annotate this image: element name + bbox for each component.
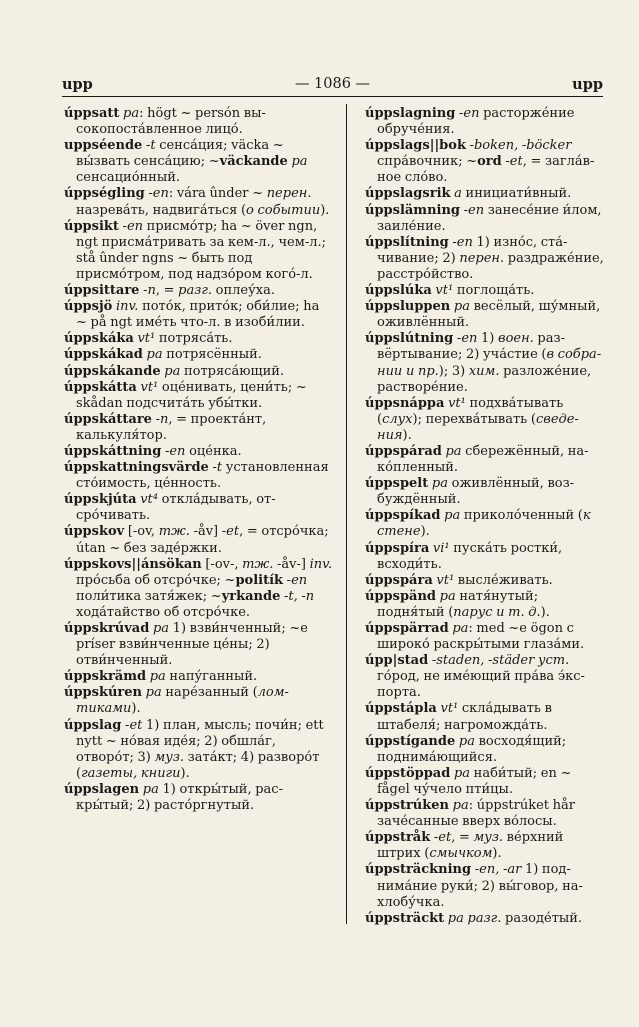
dictionary-entry <box>365 186 605 202</box>
entry-text: : vára ûnder ~ <box>168 186 267 202</box>
entry-label: слух <box>382 411 413 427</box>
dictionary-entry <box>365 701 605 733</box>
entry-label: воен. <box>498 331 534 347</box>
entry-label: vt¹ <box>440 701 459 717</box>
entry-label: -en <box>452 234 473 250</box>
entry-text: : úppstrúket hår заче́санные вверх во́лосы. <box>377 798 575 830</box>
entry-text: ); 3) <box>438 363 469 379</box>
entry-text: сенсацио́нный. <box>76 170 180 186</box>
page-header <box>62 76 603 97</box>
entry-label: -staden, -städer <box>431 653 535 669</box>
entry-headword: úppstöppad <box>365 765 451 781</box>
entry-label: парус и т. д. <box>453 604 541 620</box>
dictionary-entry <box>365 589 605 621</box>
entry-label: -t, -n <box>284 588 315 604</box>
dictionary-entry <box>64 782 333 814</box>
entry-text: разоде́тый. <box>501 910 583 926</box>
entry-headword: úppsnáppa <box>365 395 445 411</box>
entry-headword: uppséende <box>64 138 143 154</box>
entry-headword: úppspärrad <box>365 621 449 636</box>
entry-headword: úppsluppen <box>365 299 451 315</box>
dictionary-entry <box>64 557 333 621</box>
entry-headword: úppslítning <box>365 234 449 250</box>
entry-headword: úppskáttare <box>64 411 152 427</box>
entry-label: pa <box>458 733 475 749</box>
dictionary-entry <box>64 460 333 492</box>
entry-label: -en <box>122 218 144 234</box>
page-number: — 1086 — <box>294 76 371 92</box>
entry-headword: úppslagsrik <box>365 186 451 202</box>
entry-headword: úppslagning <box>365 106 456 121</box>
entry-label: -et <box>505 154 523 170</box>
dictionary-entry <box>365 106 605 138</box>
entry-headword: úppslags||bok <box>365 138 466 154</box>
dictionary-entry <box>64 138 333 186</box>
entry-text: скла́дывать в штабеля́; нагроможда́ть. <box>377 701 552 733</box>
entry-subheadword: politík <box>235 572 284 588</box>
entry-label: pa <box>453 765 471 781</box>
entry-label: -et <box>125 717 143 733</box>
entry-label: pa <box>452 621 469 636</box>
dictionary-entry <box>64 718 333 782</box>
entry-label: муз. <box>473 830 504 846</box>
entry-label: vi¹ <box>432 540 450 556</box>
entry-text: поглоща́ть. <box>453 283 535 299</box>
entry-text: ). <box>492 846 502 862</box>
dictionary-entry <box>64 380 333 412</box>
entry-headword: úppskov <box>64 524 125 540</box>
dictionary-entry <box>365 734 605 766</box>
entry-text: сенса́ция; väcka ~ вы́звать сенса́цию; ~ <box>76 138 284 170</box>
entry-text: оживлённый, возбуждённый. <box>377 476 575 508</box>
entry-headword: úppségling <box>64 186 145 202</box>
entry-text: развёртывание; 2) уча́стие ( <box>377 331 565 363</box>
entry-label: сведения <box>377 411 579 443</box>
entry-headword: úppstápla <box>365 701 437 717</box>
entry-text: ). <box>420 524 430 540</box>
entry-text: ). <box>180 765 190 781</box>
entry-label: pa <box>444 508 461 524</box>
entry-text: [-ov, <box>124 524 159 540</box>
entry-label: pa <box>439 588 456 604</box>
entry-label: pa <box>164 363 181 379</box>
dictionary-entry <box>64 412 333 444</box>
dictionary-entry <box>64 685 333 717</box>
entry-headword: úppstígande <box>365 733 456 749</box>
entry-label: vt¹ <box>435 283 454 299</box>
entry-text: 1) изно́с, ста́чивание; 2) <box>377 234 568 266</box>
entry-label: -et <box>433 830 452 846</box>
dictionary-entry <box>365 299 605 331</box>
entry-label: -t <box>212 460 223 476</box>
entry-text: высле́живать. <box>454 572 553 588</box>
entry-text: пото́к, прито́к; оби́лие; ha ~ på ngt име́ть что-л. в изоби́лии. <box>76 299 320 331</box>
entry-text: [-ov-, <box>201 556 243 572</box>
entry-subheadword: ord <box>477 154 502 170</box>
dictionary-entry <box>365 830 605 862</box>
entry-text: 1) <box>477 331 498 347</box>
dictionary-entry <box>64 186 333 218</box>
dictionary-entry <box>365 766 605 798</box>
entry-label: -n <box>155 411 169 427</box>
entry-label: к стене <box>377 508 591 540</box>
entry-headword: úppspíra <box>365 540 430 556</box>
entry-text: ). <box>402 427 412 443</box>
dictionary-entry <box>64 492 333 524</box>
entry-headword: úppskáttning <box>64 443 162 459</box>
entry-subheadword: väckande <box>219 154 288 170</box>
entry-headword: úppslúka <box>365 283 432 299</box>
entry-label: перен. <box>459 250 505 266</box>
entry-text: : högt ~ persón высокопоста́вленное лицо́. <box>76 106 266 138</box>
dictionary-entry <box>365 235 605 283</box>
entry-text: разложе́ние, растворе́ние. <box>377 363 592 395</box>
entry-label: pa <box>453 299 470 315</box>
entry-text: про́сьба об отсро́чке; ~ <box>76 572 236 588</box>
entry-text: потрясённый. <box>162 347 262 363</box>
dictionary-entry <box>365 541 605 573</box>
entry-text: го́род, не име́ющий пра́ва э́кспорта. <box>377 669 585 701</box>
entry-label: газеты, книги <box>81 765 181 781</box>
entry-text: подхва́тывать ( <box>377 395 564 427</box>
entry-label: ломтиками <box>76 685 289 717</box>
entry-headword: úppsikt <box>64 218 119 234</box>
entry-text: оплеу́ха. <box>212 283 275 299</box>
entry-label: хим. <box>468 363 500 379</box>
entry-headword: úppstrúken <box>365 798 449 814</box>
entry-headword: úppspelt <box>365 476 429 492</box>
entry-text: : med ~e ögon с широко́ раскры́тыми глаза́ми. <box>377 621 585 653</box>
entry-headword: úppsjö <box>64 299 113 315</box>
dictionary-entry <box>365 283 605 299</box>
entry-label: pa <box>452 798 469 814</box>
entry-text: инициати́вный. <box>461 186 572 202</box>
entry-label: о событии <box>246 202 321 218</box>
entry-text: , = отсро́чка; útan ~ без заде́ржки. <box>76 524 329 556</box>
entry-text: откла́дывать, отсро́чивать. <box>76 492 276 524</box>
dictionary-entry <box>365 444 605 476</box>
entry-label: pa <box>445 443 462 459</box>
entry-label: a <box>454 186 462 202</box>
dictionary-entry <box>365 911 605 927</box>
entry-label: перен. <box>266 186 312 202</box>
entry-label: vt¹ <box>137 331 156 347</box>
entry-headword: úppsträckt <box>365 910 445 926</box>
entry-headword: úppskattningsvärde <box>64 460 209 476</box>
entry-headword: úppskákande <box>64 363 161 379</box>
entry-label: pa <box>431 476 448 492</box>
entry-text: ). <box>320 202 330 218</box>
entry-label: тж. <box>158 524 190 540</box>
entry-text: раздраже́ние, расстро́йство. <box>377 250 604 282</box>
entry-headword: úppskúren <box>64 685 142 701</box>
right-column <box>365 106 605 927</box>
entry-text: хода́тайство об отсро́чке. <box>76 604 251 620</box>
entry-label: уст. <box>537 653 570 669</box>
entry-text: весёлый, шу́мный, оживлённый. <box>377 299 601 331</box>
dictionary-entry <box>64 444 333 460</box>
entry-label: vt¹ <box>436 572 455 588</box>
entry-label: -t <box>145 138 156 154</box>
entry-text: расторже́ние обруче́ния. <box>377 106 575 138</box>
entry-label: разг. <box>467 910 502 926</box>
entry-text: установленная сто́имость, це́нность. <box>76 460 329 492</box>
entry-label: vt¹ <box>140 379 159 395</box>
dictionary-entry <box>64 331 333 347</box>
entry-text: зата́кт; 4) разворо́т ( <box>76 749 320 781</box>
entry-text: 1) план, мысль; почи́н; ett nytt ~ но́вая иде́я; 2) обшла́г, отворо́т; 3) <box>76 717 324 765</box>
entry-label: pa <box>447 910 464 926</box>
entry-headword: úppspárad <box>365 443 442 459</box>
entry-text: занесе́ние и́лом, заиле́ние. <box>377 202 602 234</box>
entry-text: , = <box>155 283 179 299</box>
dictionary-entry <box>64 669 333 685</box>
entry-headword: úppslag <box>64 717 122 733</box>
header-right-guide-word: upp <box>572 76 603 93</box>
entry-label: -n <box>143 283 156 299</box>
entry-headword: úppskovs||ánsökan <box>64 556 202 572</box>
dictionary-entry <box>64 299 333 331</box>
entry-label: -en <box>148 186 169 202</box>
dictionary-entry <box>64 283 333 299</box>
dictionary-entry <box>365 508 605 540</box>
entry-label: -en <box>456 331 478 347</box>
entry-label: pa <box>149 669 166 685</box>
entry-headword: úppskrämd <box>64 669 147 685</box>
entry-text: присмо́тр; ha ~ över ngn, ngt присма́тривать за кем-л., чем-л.; stå ûnder ngns ~ быть под присмо́тром, под надзо́ром кого́-л. <box>76 218 327 282</box>
entry-label: -en, -ar <box>474 862 522 878</box>
entry-headword: úppskátta <box>64 379 137 395</box>
entry-headword: úppspänd <box>365 588 437 604</box>
entry-label: -et <box>221 524 240 540</box>
entry-label: pa <box>145 685 162 701</box>
dictionary-entry <box>64 106 333 138</box>
entry-text: 1) поднима́ние руки́; 2) вы́говор, нахлобу́чка. <box>377 862 583 910</box>
entry-headword: úppsatt <box>64 106 120 121</box>
entry-text: ве́рхний штрих ( <box>377 830 564 862</box>
entry-label: муз. <box>154 749 185 765</box>
entry-label: -en <box>164 443 186 459</box>
entry-subheadword: yrkande <box>221 588 281 604</box>
left-column <box>64 106 333 814</box>
entry-label: -en <box>463 202 485 218</box>
entry-headword: úppskáka <box>64 331 134 347</box>
dictionary-entry <box>365 331 605 395</box>
entry-label: vt⁴ <box>140 492 158 508</box>
entry-text: сбережённый, нако́пленный. <box>377 443 589 476</box>
dictionary-entry <box>365 396 605 444</box>
dictionary-entry <box>365 653 605 701</box>
entry-headword: úppspíkad <box>365 508 441 524</box>
entry-text: наре́занный ( <box>161 685 258 701</box>
dictionary-entry <box>64 524 333 556</box>
entry-text: оце́нка. <box>185 443 242 459</box>
column-divider <box>346 104 347 924</box>
entry-label: -en <box>458 106 480 121</box>
entry-text: приколо́ченный ( <box>460 508 583 524</box>
entry-text: -åv-] <box>273 556 310 572</box>
entry-text: -åv] <box>189 524 222 540</box>
entry-text: потряса́ющий. <box>180 363 285 379</box>
dictionary-entry <box>64 364 333 380</box>
entry-text: потряса́ть. <box>155 331 233 347</box>
entry-text: 1) взви́нченный; ~e príser взви́нченные це́ны; 2) отви́нченный. <box>76 621 308 669</box>
entry-label: разг. <box>178 283 213 299</box>
entry-label: inv. <box>115 299 139 315</box>
entry-text: назрева́ть, надвига́ться ( <box>76 202 247 218</box>
dictionary-entry <box>365 476 605 508</box>
entry-text: напу́ганный. <box>165 669 258 685</box>
entry-headword: úppspára <box>365 572 433 588</box>
entry-headword: úppstråk <box>365 830 431 846</box>
entry-headword: úppslämning <box>365 202 460 218</box>
dictionary-entry <box>64 219 333 283</box>
entry-label: смычком <box>429 846 493 862</box>
dictionary-entry <box>365 798 605 830</box>
dictionary-entry <box>64 347 333 363</box>
entry-headword: úpp|stad <box>365 653 429 669</box>
entry-text: , = загла́вное сло́во. <box>377 154 595 186</box>
entry-headword: úppslútning <box>365 331 454 347</box>
entry-label: vt¹ <box>448 395 466 411</box>
entry-label: -en <box>286 572 308 588</box>
entry-text: 1) откры́тый, раскры́тый; 2) расто́ргнутый. <box>76 781 283 814</box>
entry-label: pa <box>142 781 159 797</box>
entry-label: pa <box>123 106 140 121</box>
entry-headword: úppsträckning <box>365 862 472 878</box>
entry-text: натя́нутый; подня́тый ( <box>377 588 539 620</box>
entry-text: оце́нивать, цени́ть; ~ skådan подсчита́ть убы́тки. <box>76 379 307 411</box>
entry-text: ). <box>131 701 141 717</box>
entry-label: pa <box>152 621 170 636</box>
header-left-guide-word: upp <box>62 76 93 93</box>
entry-label: pa <box>146 347 163 363</box>
entry-headword: úppsittare <box>64 283 140 299</box>
entry-text: наби́тый; en ~ fågel чу́чело пти́цы. <box>377 765 572 797</box>
entry-label: -boken, -böcker <box>469 138 572 154</box>
entry-text: пуска́ть ростки́, всходи́ть. <box>377 540 563 572</box>
dictionary-entry <box>64 621 333 669</box>
dictionary-entry <box>365 621 605 653</box>
entry-headword: úppskákad <box>64 347 143 363</box>
entry-text: спра́вочник; ~ <box>377 154 478 170</box>
entry-label: pa <box>291 154 308 170</box>
entry-label: в собрании и пр. <box>377 347 602 379</box>
entry-text: ). <box>540 604 550 620</box>
entry-text: поли́тика затя́жек; ~ <box>76 588 222 604</box>
entry-headword: úppskjúta <box>64 492 137 508</box>
dictionary-entry <box>365 203 605 235</box>
entry-headword: úppskrúvad <box>64 621 150 636</box>
entry-label: тж. <box>242 556 274 572</box>
entry-text: восходя́щий; поднима́ющийся. <box>377 733 567 765</box>
dictionary-entry <box>365 573 605 589</box>
entry-text: ); перехва́тывать ( <box>412 411 536 427</box>
entry-headword: úppslagen <box>64 781 140 797</box>
entry-text: , = проекта́нт, калькуля́тор. <box>76 411 267 443</box>
entry-text: , = <box>451 830 474 846</box>
dictionary-entry <box>365 862 605 910</box>
dictionary-entry <box>365 138 605 186</box>
entry-label: inv. <box>309 556 333 572</box>
